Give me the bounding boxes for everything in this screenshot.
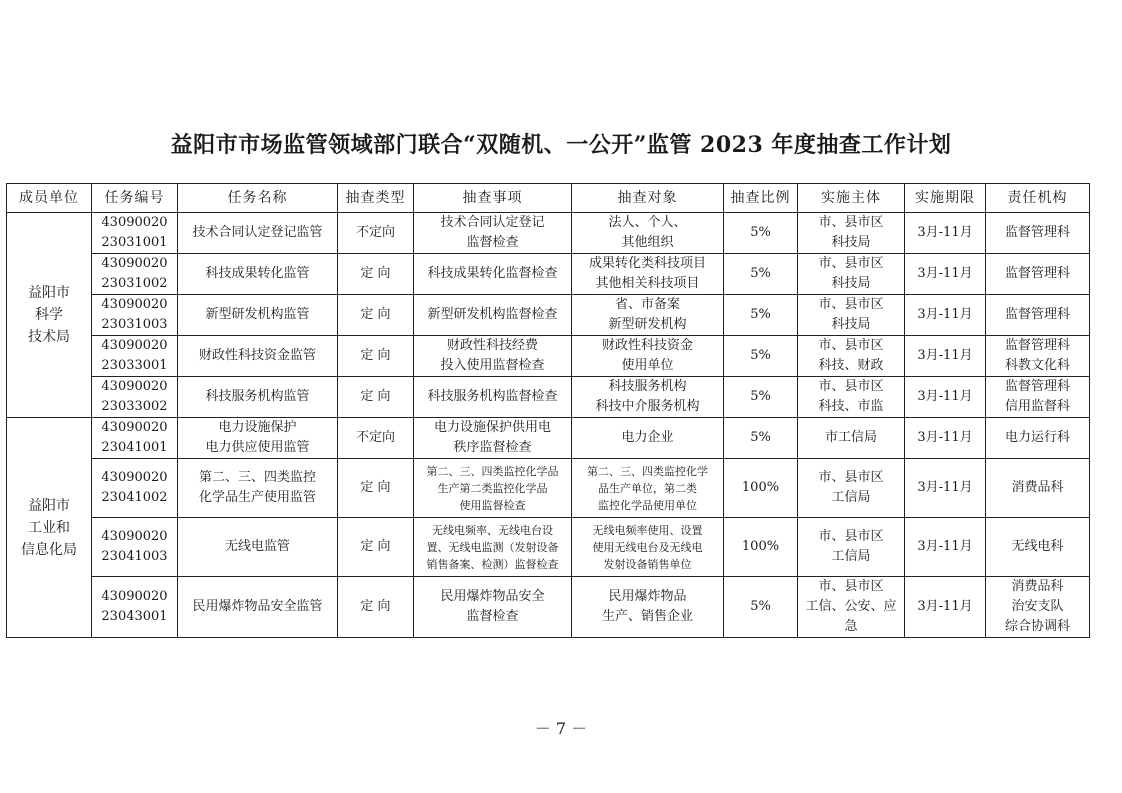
check-ratio-cell: 100%: [724, 518, 798, 577]
period-cell: 3月-11月: [905, 254, 986, 295]
page-number: － 7 －: [534, 719, 588, 738]
header-task-name: 任务名称: [178, 184, 338, 213]
check-target-cell: 无线电频率使用、设置 使用无线电台及无线电 发射设备销售单位: [572, 518, 724, 577]
table-row: [7, 377, 1090, 418]
check-item-cell: 财政性科技经费 投入使用监督检查: [414, 336, 572, 377]
check-type-cell: 定 向: [338, 459, 414, 518]
task-code-cell: 43090020 23031003: [92, 295, 178, 336]
task-code-cell: 43090020 23033001: [92, 336, 178, 377]
table-row: [7, 459, 1090, 518]
check-item-cell: 科技服务机构监督检查: [414, 377, 572, 418]
subject-cell: 市、县市区 工信局: [798, 459, 905, 518]
table-row: [7, 418, 1090, 459]
check-target-cell: 省、市备案 新型研发机构: [572, 295, 724, 336]
period-cell: 3月-11月: [905, 418, 986, 459]
task-name-cell: 新型研发机构监管: [178, 295, 338, 336]
table-row: [7, 336, 1090, 377]
check-type-cell: 定 向: [338, 518, 414, 577]
member-unit-cell: 益阳市 工业和 信息化局: [7, 418, 92, 638]
responsible-org-cell: 消费品科: [986, 459, 1090, 518]
responsible-org-cell: 监督管理科: [986, 254, 1090, 295]
check-type-cell: 定 向: [338, 254, 414, 295]
task-name-cell: 财政性科技资金监管: [178, 336, 338, 377]
task-name-cell: 民用爆炸物品安全监管: [178, 577, 338, 638]
responsible-org-cell: 消费品科 治安支队 综合协调科: [986, 577, 1090, 638]
check-target-cell: 科技服务机构 科技中介服务机构: [572, 377, 724, 418]
header-check-target: 抽查对象: [572, 184, 724, 213]
check-target-cell: 法人、个人、 其他组织: [572, 213, 724, 254]
member-unit-cell: 益阳市 科学 技术局: [7, 213, 92, 418]
header-check-ratio: 抽查比例: [724, 184, 798, 213]
check-item-cell: 技术合同认定登记 监督检查: [414, 213, 572, 254]
responsible-org-cell: 监督管理科: [986, 295, 1090, 336]
check-type-cell: 定 向: [338, 377, 414, 418]
check-item-cell: 民用爆炸物品安全 监督检查: [414, 577, 572, 638]
plan-table: [6, 183, 1090, 638]
table-row: [7, 254, 1090, 295]
task-code-cell: 43090020 23031002: [92, 254, 178, 295]
task-code-cell: 43090020 23033002: [92, 377, 178, 418]
task-code-cell: 43090020 23041001: [92, 418, 178, 459]
header-check-type: 抽查类型: [338, 184, 414, 213]
subject-cell: 市、县市区 工信、公安、应急: [798, 577, 905, 638]
period-cell: 3月-11月: [905, 377, 986, 418]
check-item-cell: 科技成果转化监督检查: [414, 254, 572, 295]
header-subject: 实施主体: [798, 184, 905, 213]
check-target-cell: 民用爆炸物品 生产、销售企业: [572, 577, 724, 638]
task-name-cell: 无线电监管: [178, 518, 338, 577]
header-unit: 成员单位: [7, 184, 92, 213]
check-ratio-cell: 100%: [724, 459, 798, 518]
task-code-cell: 43090020 23041002: [92, 459, 178, 518]
task-name-cell: 技术合同认定登记监管: [178, 213, 338, 254]
responsible-org-cell: 监督管理科: [986, 213, 1090, 254]
check-ratio-cell: 5%: [724, 254, 798, 295]
check-type-cell: 不定向: [338, 213, 414, 254]
responsible-org-cell: 电力运行科: [986, 418, 1090, 459]
check-ratio-cell: 5%: [724, 377, 798, 418]
task-code-cell: 43090020 23031001: [92, 213, 178, 254]
table-row: [7, 213, 1090, 254]
subject-cell: 市工信局: [798, 418, 905, 459]
task-name-cell: 科技服务机构监管: [178, 377, 338, 418]
table-row: [7, 518, 1090, 577]
responsible-org-cell: 监督管理科 科教文化科: [986, 336, 1090, 377]
check-ratio-cell: 5%: [724, 295, 798, 336]
task-name-cell: 科技成果转化监管: [178, 254, 338, 295]
task-name-cell: 电力设施保护 电力供应使用监管: [178, 418, 338, 459]
table-row: [7, 295, 1090, 336]
check-ratio-cell: 5%: [724, 213, 798, 254]
header-period: 实施期限: [905, 184, 986, 213]
table-header-row: [7, 184, 1090, 213]
check-type-cell: 定 向: [338, 295, 414, 336]
responsible-org-cell: 无线电科: [986, 518, 1090, 577]
subject-cell: 市、县市区 科技局: [798, 295, 905, 336]
header-check-item: 抽查事项: [414, 184, 572, 213]
period-cell: 3月-11月: [905, 213, 986, 254]
check-item-cell: 第二、三、四类监控化学品 生产第二类监控化学品 使用监督检查: [414, 459, 572, 518]
check-item-cell: 无线电频率、无线电台设 置、无线电监测（发射设备 销售备案、检测）监督检查: [414, 518, 572, 577]
period-cell: 3月-11月: [905, 518, 986, 577]
responsible-org-cell: 监督管理科 信用监督科: [986, 377, 1090, 418]
task-name-cell: 第二、三、四类监控 化学品生产使用监管: [178, 459, 338, 518]
period-cell: 3月-11月: [905, 336, 986, 377]
check-ratio-cell: 5%: [724, 577, 798, 638]
table-row: [7, 577, 1090, 638]
header-responsible-org: 责任机构: [986, 184, 1090, 213]
check-type-cell: 定 向: [338, 577, 414, 638]
check-target-cell: 财政性科技资金 使用单位: [572, 336, 724, 377]
subject-cell: 市、县市区 工信局: [798, 518, 905, 577]
period-cell: 3月-11月: [905, 295, 986, 336]
task-code-cell: 43090020 23041003: [92, 518, 178, 577]
subject-cell: 市、县市区 科技局: [798, 254, 905, 295]
check-target-cell: 成果转化类科技项目 其他相关科技项目: [572, 254, 724, 295]
check-item-cell: 电力设施保护供用电 秩序监督检查: [414, 418, 572, 459]
check-target-cell: 电力企业: [572, 418, 724, 459]
check-ratio-cell: 5%: [724, 418, 798, 459]
task-code-cell: 43090020 23043001: [92, 577, 178, 638]
check-type-cell: 定 向: [338, 336, 414, 377]
check-target-cell: 第二、三、四类监控化学 品生产单位，第二类 监控化学品使用单位: [572, 459, 724, 518]
check-item-cell: 新型研发机构监督检查: [414, 295, 572, 336]
page-title: 益阳市市场监管领域部门联合“双随机、一公开”监管 2023 年度抽查工作计划: [170, 132, 952, 158]
subject-cell: 市、县市区 科技局: [798, 213, 905, 254]
check-type-cell: 不定向: [338, 418, 414, 459]
check-ratio-cell: 5%: [724, 336, 798, 377]
period-cell: 3月-11月: [905, 459, 986, 518]
subject-cell: 市、县市区 科技、市监: [798, 377, 905, 418]
subject-cell: 市、县市区 科技、财政: [798, 336, 905, 377]
header-task-code: 任务编号: [92, 184, 178, 213]
period-cell: 3月-11月: [905, 577, 986, 638]
